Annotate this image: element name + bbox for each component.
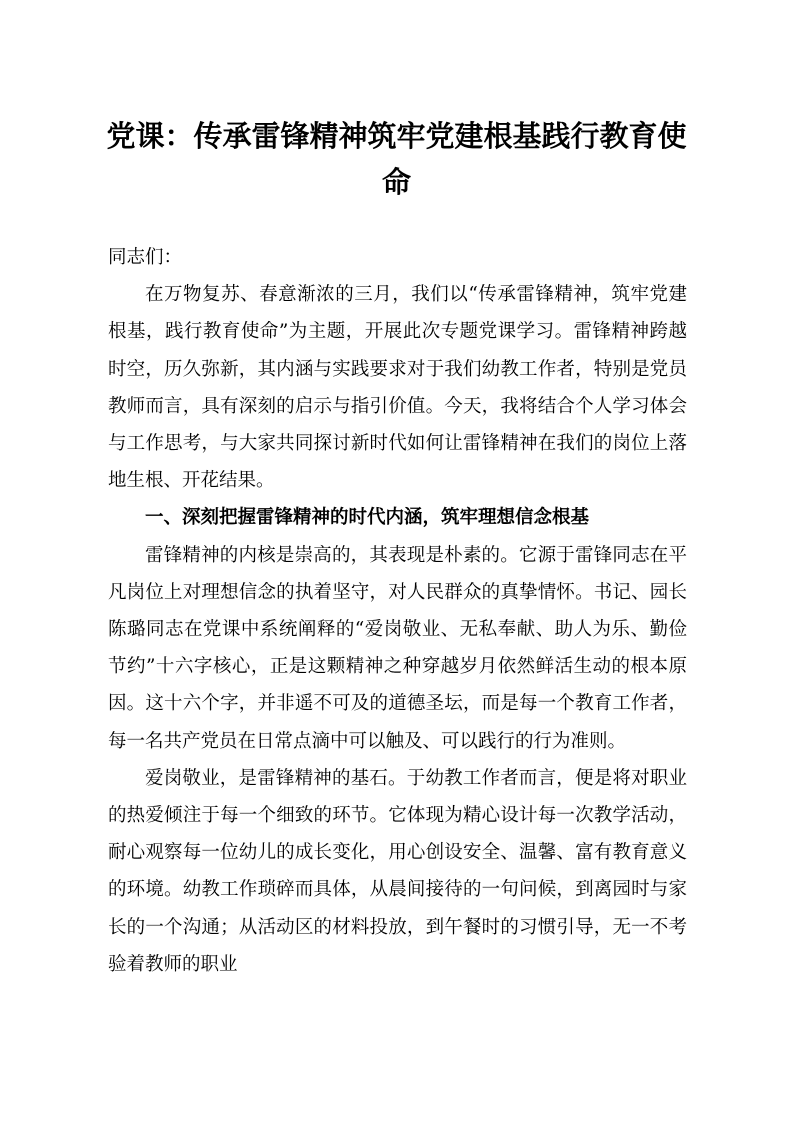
document-body: [108, 239, 687, 983]
section-1-paragraph-2: 爱岗敬业，是雷锋精神的基石。于幼教工作者而言，便是将对职业的热爱倾注于每一个细致的环节。它体现为精心设计每一次教学活动，耐心观察每一位幼儿的成长变化，用心创设安全、温馨、富有教育意义的环境。幼教工作琐碎而具体，从晨间接待的一句问候，到离园时与家长的一个沟通；从活动区的材料投放，到午餐时的习惯引导，无一不考验着教师的职业: [108, 767, 687, 975]
section-1-paragraph-1: 雷锋精神的内核是崇高的，其表现是朴素的。它源于雷锋同志在平凡岗位上对理想信念的执着坚守，对人民群众的真挚情怀。书记、园长陈璐同志在党课中系统阐释的“爱岗敬业、无私奉献、助人为乐、勤俭节约”十六字核心，正是这颗精神之种穿越岁月依然鲜活生动的根本原因。这十六个字，并非遥不可及的道德圣坛，而是每一个教育工作者，每一名共产党员在日常点滴中可以触及、可以践行的行为准则。: [108, 544, 687, 752]
document-title: 党课：传承雷锋精神筑牢党建根基践行教育使命: [106, 119, 687, 199]
salutation: 同志们：: [108, 247, 183, 268]
intro-paragraph: 在万物复苏、春意渐浓的三月，我们以“传承雷锋精神，筑牢党建根基，践行教育使命”为主题，开展此次专题党课学习。雷锋精神跨越时空，历久弥新，其内涵与实践要求对于我们幼教工作者，特别是党员教师而言，具有深刻的启示与指引价值。今天，我将结合个人学习体会与工作思考，与大家共同探讨新时代如何让雷锋精神在我们的岗位上落地生根、开花结果。: [108, 284, 687, 492]
section-1-heading: 一、深刻把握雷锋精神的时代内涵，筑牢理想信念根基: [145, 507, 590, 529]
